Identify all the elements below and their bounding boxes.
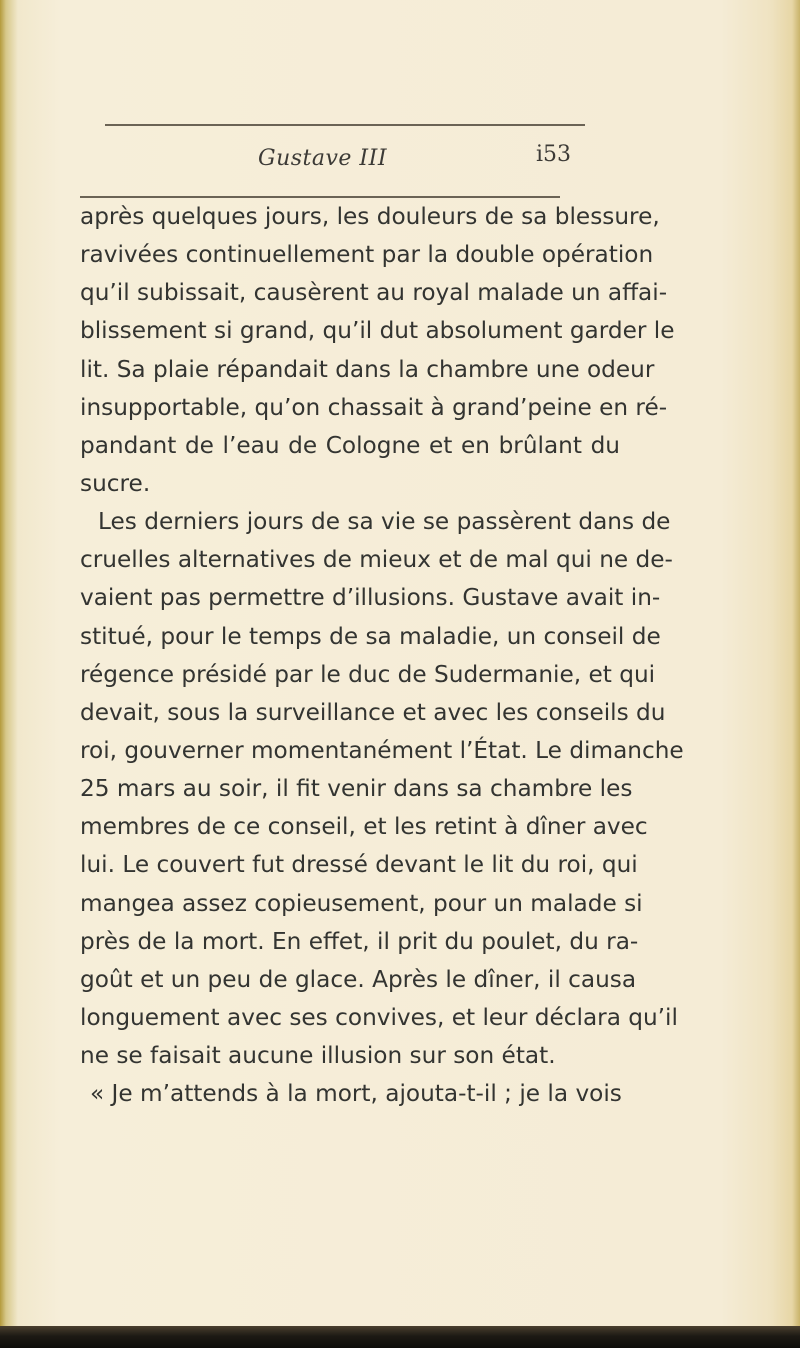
text-line: longuement avec ses convives, et leur déclara qu’il (80, 1003, 678, 1031)
text-line: devait, sous la surveillance et avec les conseils du (80, 698, 666, 726)
page-header (70, 118, 600, 208)
text-line: membres de ce conseil, et les retint à dîner avec (80, 813, 648, 841)
body-text (80, 198, 684, 1113)
page-number: i53 (536, 142, 572, 167)
text-line: insupportable, qu’on chassait à grand’peine en ré- (80, 393, 668, 421)
text-line: ravivées continuellement par la double opération (80, 241, 654, 269)
text-line: régence présidé par le duc de Sudermanie, et qui (80, 660, 656, 688)
text-line: après quelques jours, les douleurs de sa blessure, (80, 203, 660, 230)
text-line: lui. Le couvert fut dressé devant le lit du roi, qui (80, 851, 638, 879)
text-line: mangea assez copieusement, pour un malade si (80, 889, 643, 917)
header-rule-top (105, 124, 585, 126)
text-line: « Je m’attends à la mort, ajouta-t-il ; je la vois (90, 1080, 622, 1108)
running-title: Gustave III (258, 146, 388, 171)
text-line: pandant de l’eau de Cologne et en brûlant du (80, 431, 620, 459)
text-line: stitué, pour le temps de sa maladie, un conseil de (80, 622, 661, 650)
text-line: vaient pas permettre d’illusions. Gustave avait in- (80, 584, 661, 612)
text-line: blissement si grand, qu’il dut absolument garder le (80, 317, 675, 345)
text-line: roi, gouverner momentanément l’État. Le dimanche (80, 736, 684, 764)
text-line: lit. Sa plaie répandait dans la chambre une odeur (80, 355, 655, 383)
text-line: sucre. (80, 469, 151, 497)
text-line: cruelles alternatives de mieux et de mal qui ne de- (80, 546, 673, 574)
text-line: 25 mars au soir, il fit venir dans sa chambre les (80, 775, 633, 803)
text-line: qu’il subissait, causèrent au royal malade un affai- (80, 279, 668, 307)
text-line: Les derniers jours de sa vie se passèrent dans de (98, 508, 671, 536)
text-line: goût et un peu de glace. Après le dîner, il causa (80, 965, 637, 993)
text-line: près de la mort. En effet, il prit du poulet, du ra- (80, 927, 639, 955)
text-line: ne se faisait aucune illusion sur son état. (80, 1042, 556, 1070)
book-bottom-edge (0, 1326, 800, 1348)
